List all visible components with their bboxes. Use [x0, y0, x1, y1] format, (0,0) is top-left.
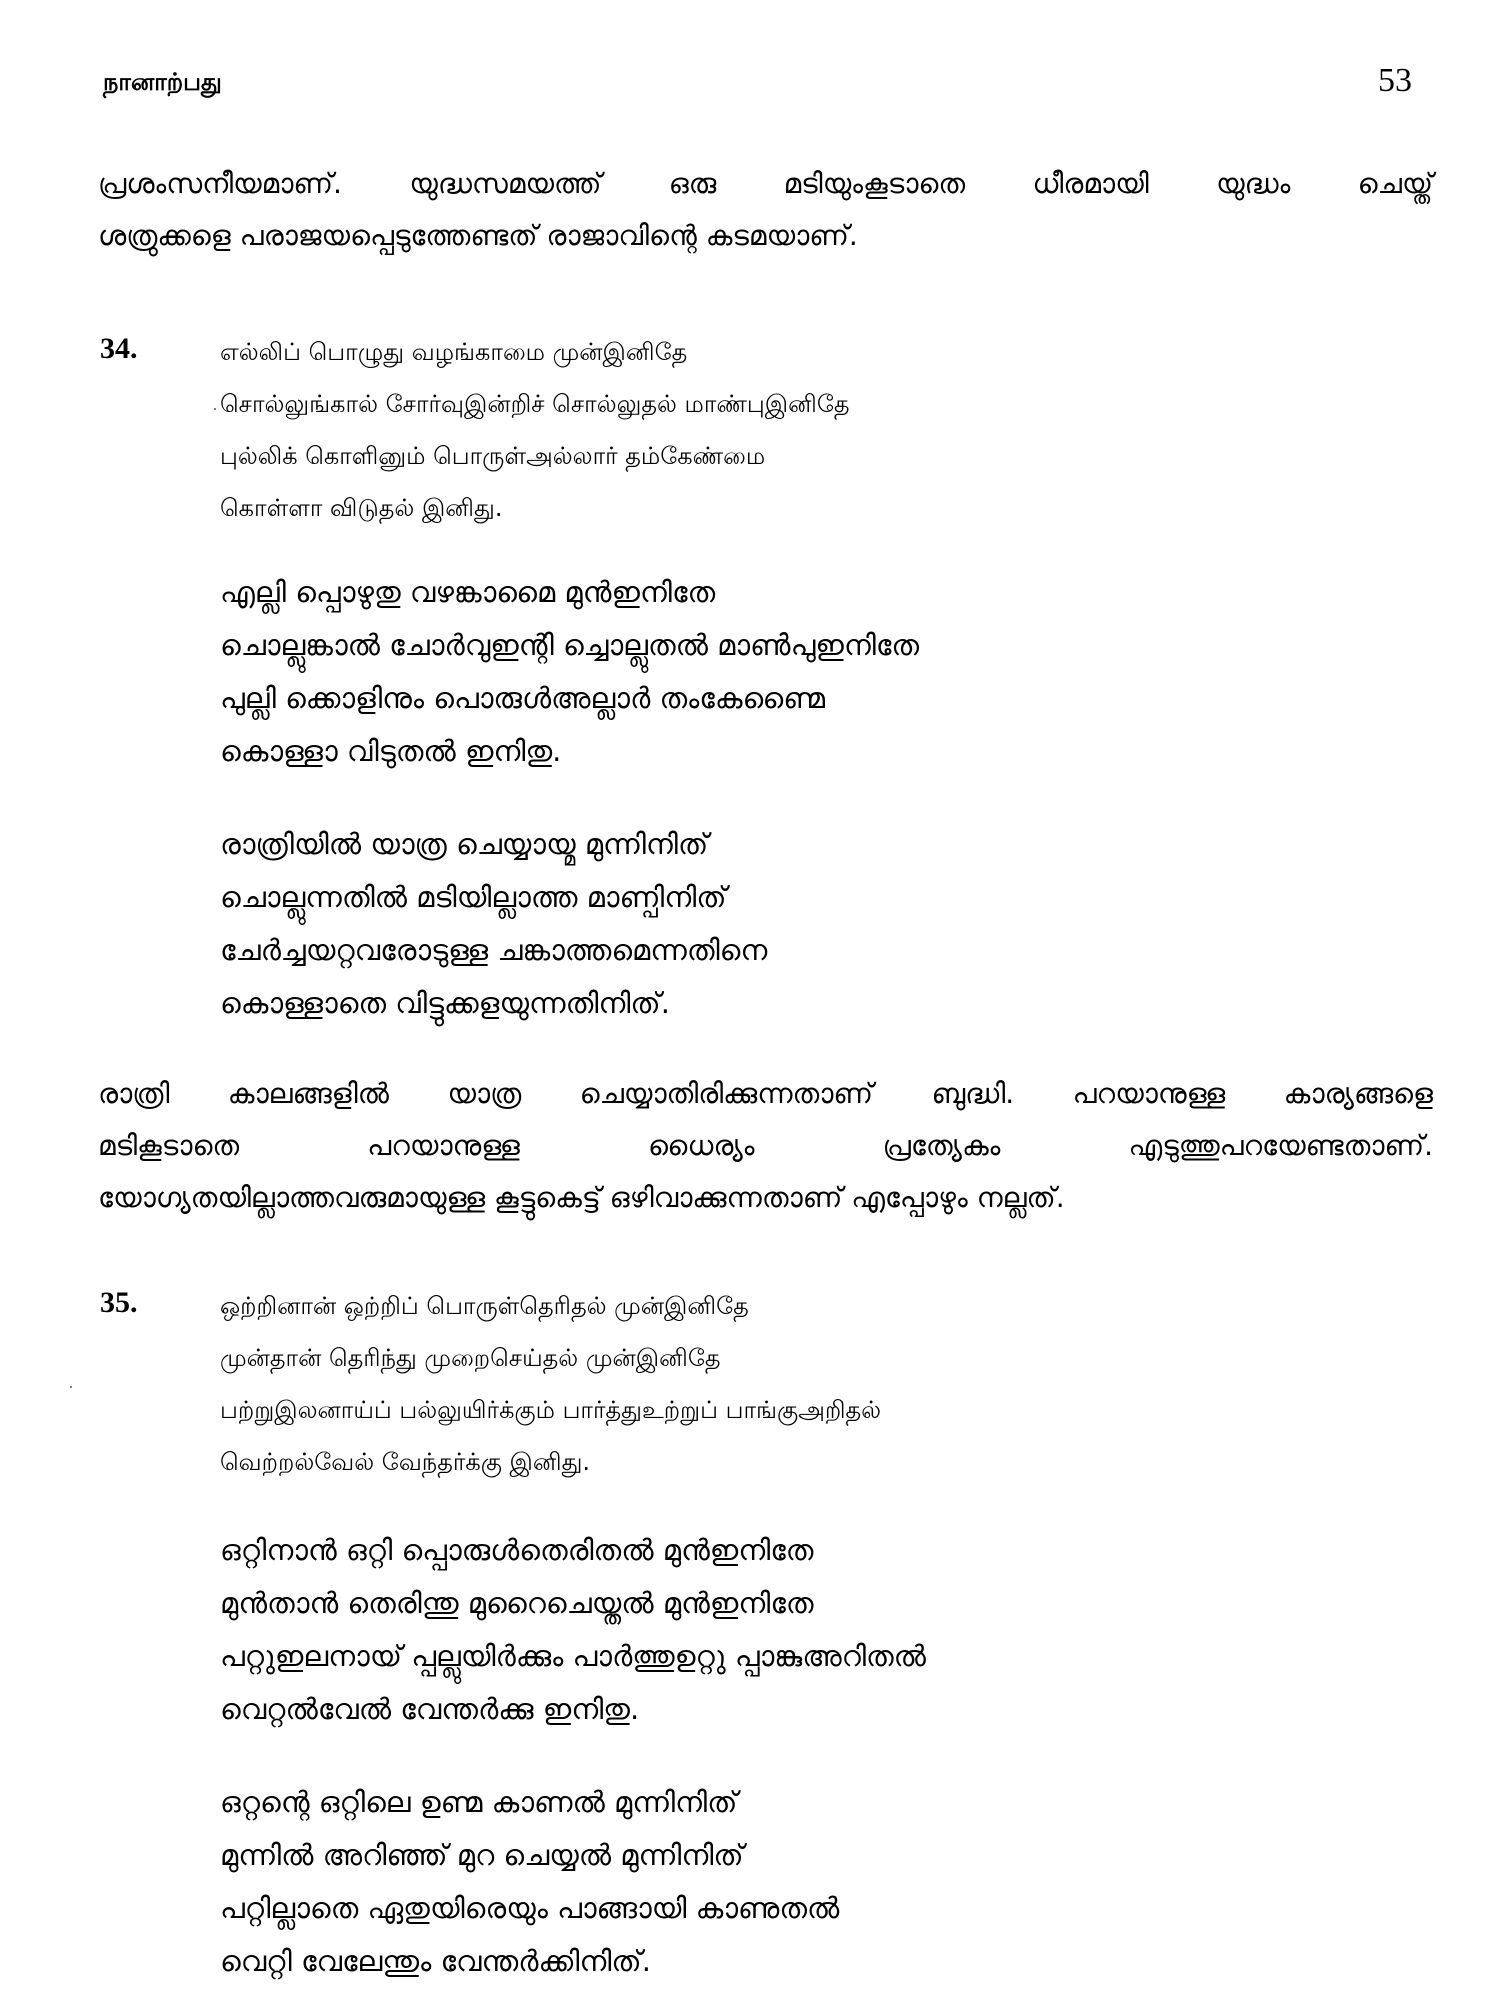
verse-34-explanation: [98, 1068, 1433, 1224]
running-header-title: நானாற்பது: [103, 68, 222, 96]
transliteration-line: കൊള്ളാ വിടുതൽ ഇനിതു.: [220, 734, 562, 768]
verse-number-35: 35.: [100, 1286, 138, 1319]
intro-paragraph: [98, 158, 1433, 262]
explanation-line: മടികൂടാതെ പറയാനുള്ള ധൈര്യം പ്രത്യേകം എടുത്തുപറയേണ്ടതാണ്.: [98, 1129, 1433, 1162]
transliteration-line: മുൻതാൻ തെരിന്തു മുറൈചെയ്തൽ മുൻഇനിതേ: [220, 1586, 814, 1620]
transliteration-line: ഒറ്റിനാൻ ഒറ്റി പ്പൊരുൾതെരിതൽ മുൻഇനിതേ: [220, 1533, 814, 1567]
intro-line: പ്രശംസനീയമാണ്. യുദ്ധസമയത്ത് ഒരു മടിയുംകൂടാതെ ധീരമായി യുദ്ധം ചെയ്ത്: [98, 167, 1433, 200]
tamil-line: ஒற்றினான் ஒற்றிப் பொருள்தெரிதல் முன்இனிதே: [220, 1292, 749, 1320]
translation-line: വെറ്റി വേലേന്തും വേന്തർക്കിനിത്.: [220, 1944, 651, 1978]
verse-34-translation: [220, 818, 767, 1030]
intro-line: ശത്രുക്കളെ പരാജയപ്പെടുത്തേണ്ടത് രാജാവിന്റെ കടമയാണ്.: [98, 219, 858, 252]
scan-speck: [70, 1386, 72, 1388]
scan-speck: [214, 408, 216, 410]
tamil-line: சொல்லுங்கால் சோர்வுஇன்றிச் சொல்லுதல் மாண்புஇனிதே: [220, 390, 850, 418]
page-number: 53: [1378, 62, 1412, 99]
verse-35-transliteration: [220, 1524, 926, 1736]
verse-35-tamil: [220, 1280, 881, 1488]
translation-line: മുന്നിൽ അറിഞ്ഞ് മുറ ചെയ്യൽ മുന്നിനിത്: [220, 1838, 744, 1872]
transliteration-line: പറ്റുഇലനായ് പ്പല്ലുയിർക്കും പാർത്തുഉറ്റു പ്പാങ്കുഅറിതൽ: [220, 1639, 926, 1673]
transliteration-line: എല്ലി പ്പൊഴുതു വഴങ്കാമൈ മുൻഇനിതേ: [220, 575, 716, 609]
translation-line: രാത്രിയിൽ യാത്ര ചെയ്യായ്മ മുന്നിനിത്: [220, 827, 709, 861]
tamil-line: புல்லிக் கொளினும் பொருள்அல்லார் தம்கேண்மை: [220, 442, 766, 470]
verse-number-34: 34.: [100, 332, 138, 365]
translation-line: ഒറ്റന്റെ ഒറ്റിലെ ഉണ്മ കാണൽ മുന്നിനിത്: [220, 1785, 738, 1819]
tamil-line: முன்தான் தெரிந்து முறைசெய்தல் முன்இனிதே: [220, 1344, 721, 1372]
tamil-line: பற்றுஇலனாய்ப் பல்லுயிர்க்கும் பார்த்துஉற்றுப் பாங்குஅறிதல்: [220, 1396, 882, 1424]
verse-34-transliteration: [220, 566, 919, 778]
verse-34-tamil: [220, 326, 850, 534]
tamil-line: வெற்றல்வேல் வேந்தர்க்கு இனிது.: [220, 1448, 591, 1476]
translation-line: ചൊല്ലുന്നതിൽ മടിയില്ലാത്ത മാണ്പിനിത്: [220, 880, 727, 914]
tamil-line: எல்லிப் பொழுது வழங்காமை முன்இனிதே: [220, 338, 688, 366]
explanation-line: രാത്രി കാലങ്ങളിൽ യാത്ര ചെയ്യാതിരിക്കുന്നതാണ് ബുദ്ധി. പറയാനുള്ള കാര്യങ്ങളെ: [98, 1077, 1433, 1110]
verse-35-translation: [220, 1776, 839, 1988]
tamil-line: கொள்ளா விடுதல் இனிது.: [220, 494, 503, 522]
translation-line: ചേർച്ചയറ്റവരോടുള്ള ചങ്കാത്തമെന്നതിനെ: [220, 933, 768, 967]
transliteration-line: വെറ്റൽവേൽ വേന്തർക്കു ഇനിതു.: [220, 1692, 640, 1726]
transliteration-line: പുല്ലി ക്കൊളിനും പൊരുൾഅല്ലാർ തംകേണ്മൈ: [220, 681, 825, 715]
explanation-line: യോഗ്യതയില്ലാത്തവരുമായുള്ള കൂട്ടുകെട്ട് ഒഴിവാക്കുന്നതാണ് എപ്പോഴും നല്ലത്.: [98, 1181, 1065, 1214]
translation-line: കൊള്ളാതെ വിട്ടുക്കളയുന്നതിനിത്.: [220, 986, 670, 1020]
transliteration-line: ചൊല്ലുങ്കാൽ ചോർവുഇന്റി ച്ചൊല്ലുതൽ മാൺപുഇനിതേ: [220, 628, 920, 662]
translation-line: പറ്റില്ലാതെ ഏതുയിരെയും പാങ്ങായി കാണുതൽ: [220, 1891, 840, 1925]
